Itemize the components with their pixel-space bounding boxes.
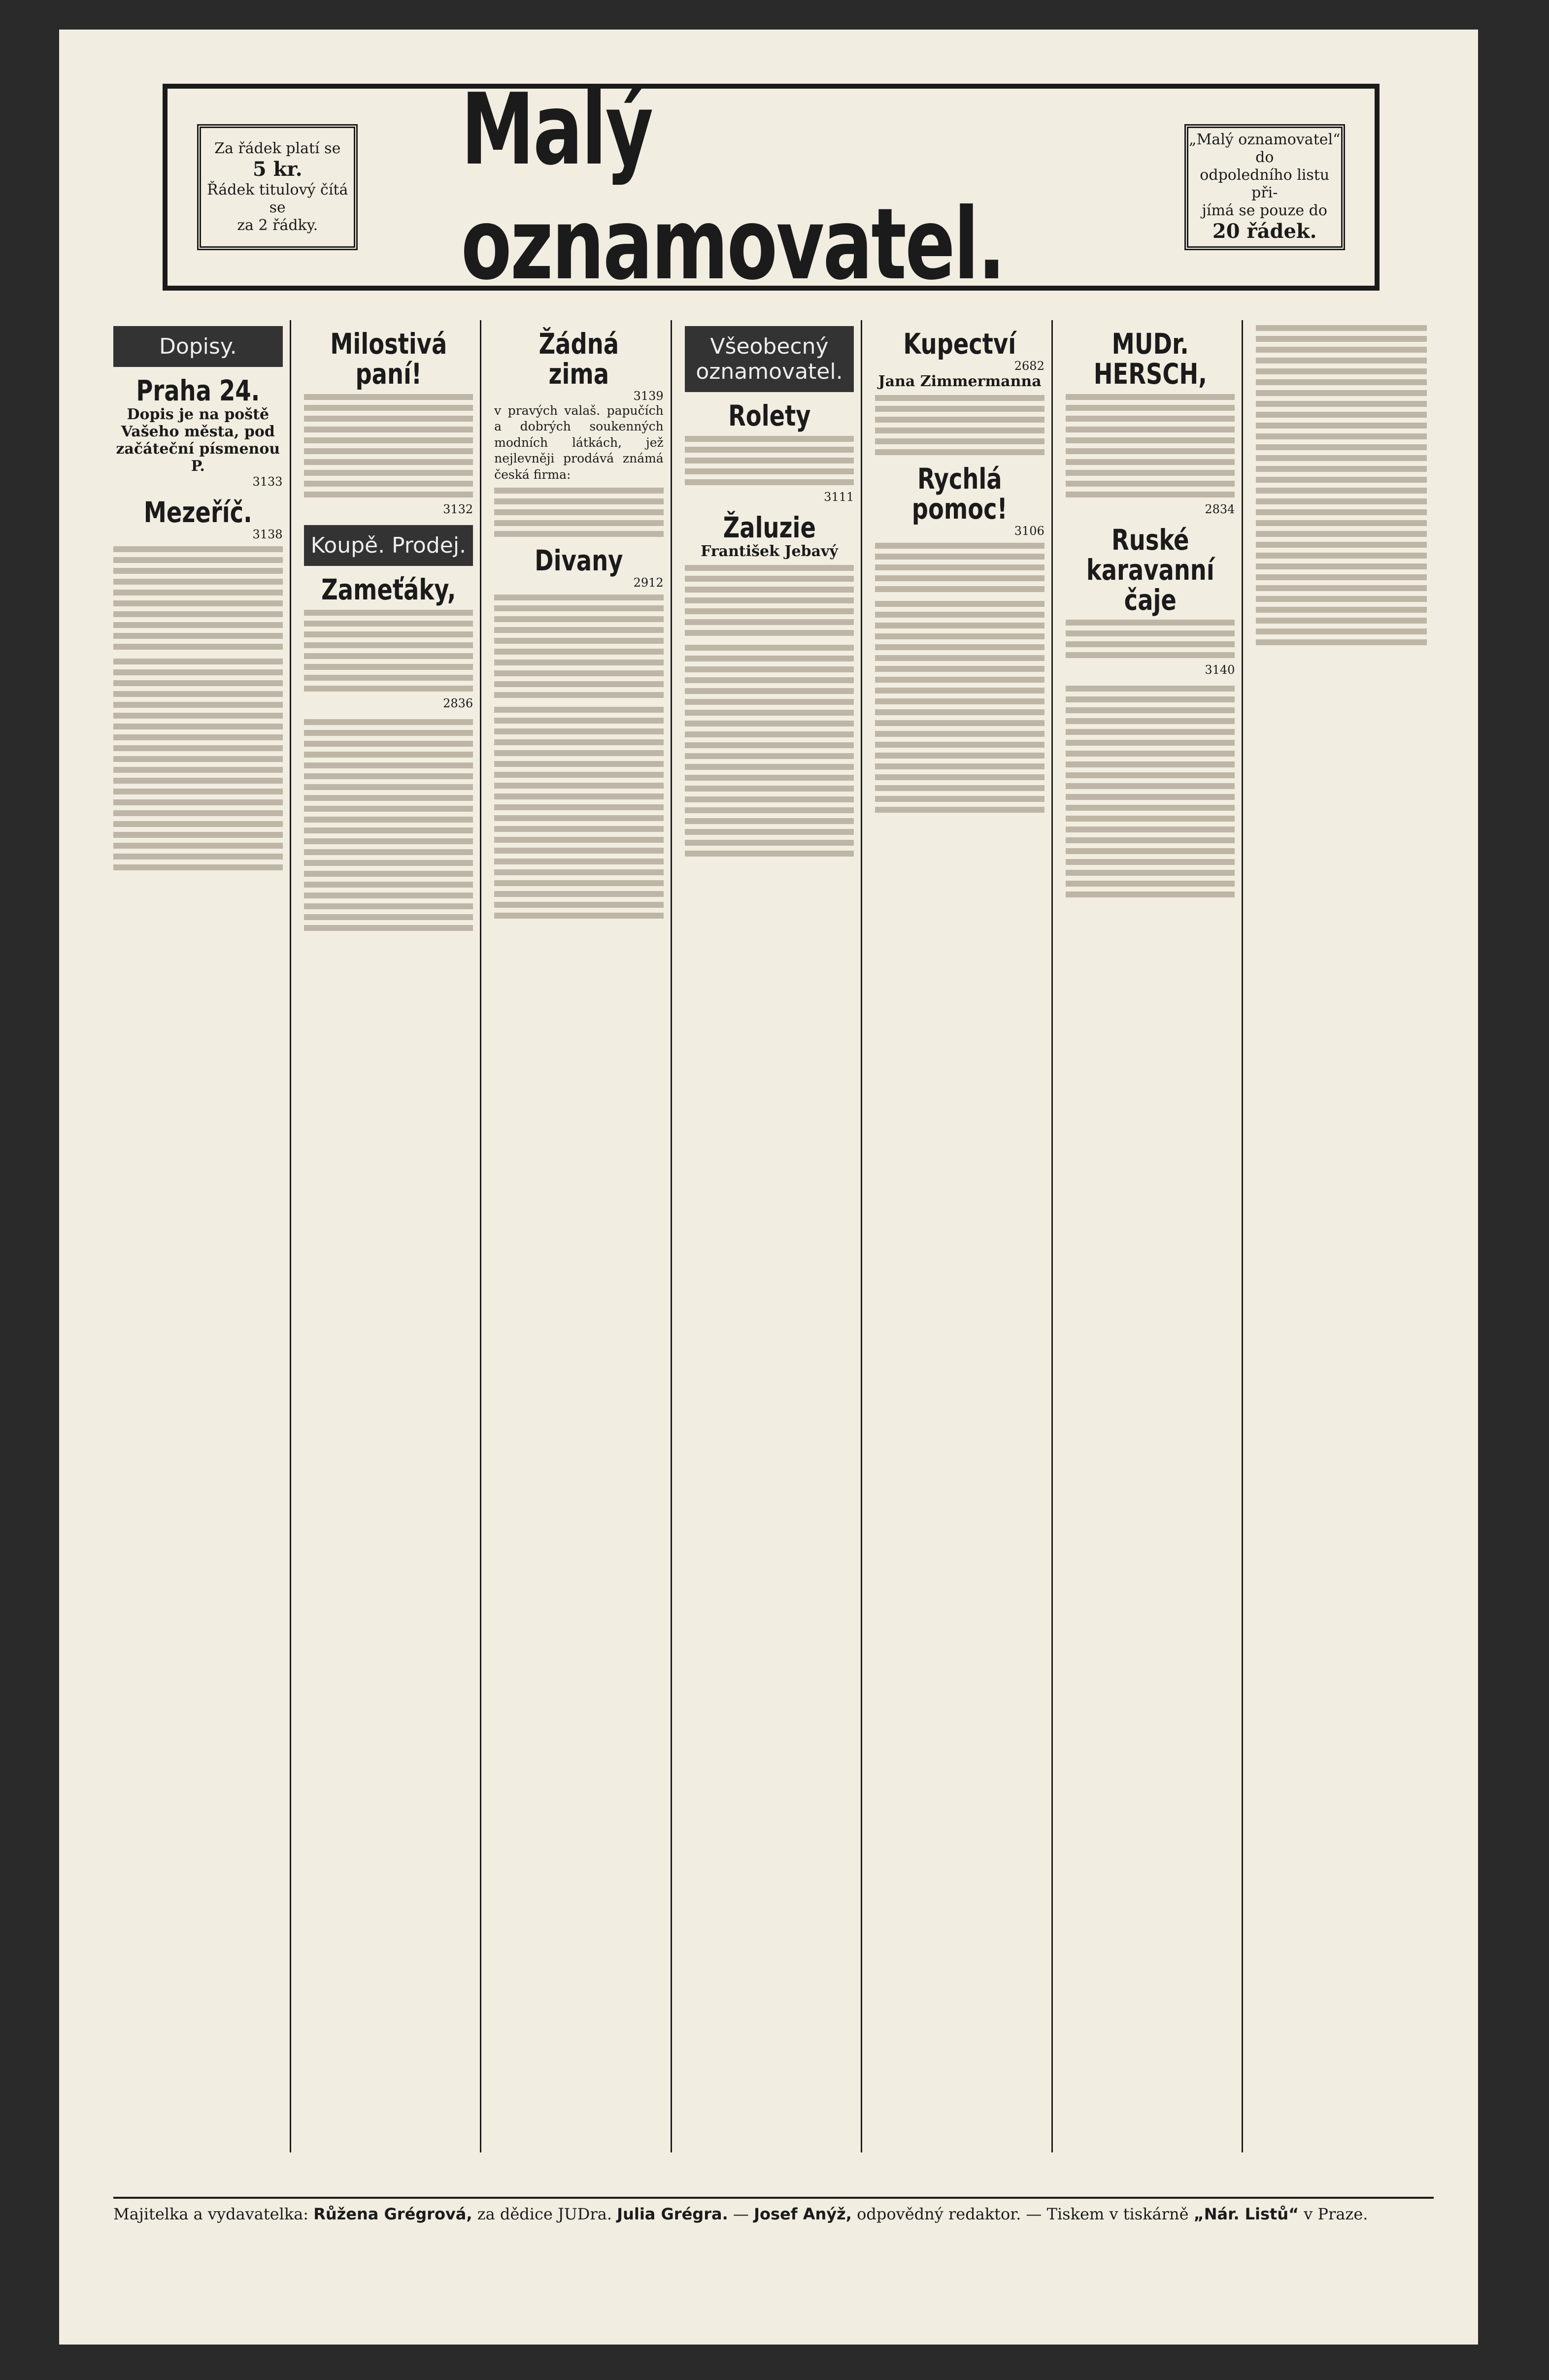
text-placeholder xyxy=(113,546,283,650)
text-placeholder xyxy=(875,601,1044,813)
imprint-text: za dědice JUDra. xyxy=(477,2205,612,2223)
ad-columns xyxy=(113,320,1434,2152)
text-placeholder xyxy=(304,719,473,931)
section-header: Všeobecný oznamovatel. xyxy=(685,326,854,392)
limit-note-line: „Malý oznamovatel“ do xyxy=(1189,131,1341,166)
imprint-text: odpovědný redaktor. — Tiskem v tiskárně xyxy=(857,2205,1189,2223)
ad-number: 3139 xyxy=(633,389,664,403)
text-placeholder xyxy=(304,394,473,497)
section-header: Koupě. Prodej. xyxy=(304,525,473,566)
ad-number: 2836 xyxy=(443,696,473,710)
ad-number: 2834 xyxy=(1205,502,1235,516)
ad-number: 3138 xyxy=(252,527,283,541)
ad-text: v pravých valaš. papučích a dobrých soukenných modních látkách, jež nejlevněji prodává známá česká firma: xyxy=(494,403,664,482)
ad-headline: Rychlá pomoc! xyxy=(912,462,1008,526)
ad-number: 3106 xyxy=(1014,524,1044,538)
column-1 xyxy=(113,320,291,2152)
classified-ad xyxy=(875,464,1044,592)
ad-text: Dopis je na poště Vašeho města, pod začáteční písmenou P. xyxy=(116,405,280,475)
ad-number: 2682 xyxy=(1014,359,1044,373)
text-placeholder xyxy=(494,595,664,698)
text-placeholder xyxy=(685,645,854,857)
ad-headline: Ruské karavanní čaje xyxy=(1086,523,1214,617)
classified-ad xyxy=(875,329,1044,455)
ad-subheading: Jana Zimmermanna xyxy=(878,372,1042,390)
column-3 xyxy=(494,320,672,2152)
ad-subheading: František Jebavý xyxy=(701,542,838,560)
publisher-name: Růžena Grégrová, xyxy=(313,2205,472,2223)
price-note-line: 5 kr. xyxy=(252,158,303,181)
editor-name: Josef Anýž, xyxy=(754,2205,852,2223)
text-placeholder xyxy=(685,436,854,485)
price-note-line: Za řádek platí se xyxy=(214,140,341,157)
column-4 xyxy=(685,320,863,2152)
classified-ad xyxy=(1066,525,1235,677)
classified-ad xyxy=(113,376,283,489)
page-title: Malý oznamovatel. xyxy=(461,72,1005,302)
classified-ad xyxy=(304,572,473,710)
imprint-line xyxy=(113,2197,1434,2223)
ad-headline: Zameťáky, xyxy=(321,572,456,606)
text-placeholder xyxy=(113,659,283,870)
limit-note-line: jímá se pouze do xyxy=(1202,202,1327,219)
section-header: Dopisy. xyxy=(113,326,283,367)
imprint-text: v Praze. xyxy=(1304,2205,1368,2223)
heir-name: Julia Grégra. xyxy=(617,2205,728,2223)
column-7 xyxy=(1256,320,1434,2152)
text-placeholder xyxy=(875,543,1044,592)
column-5 xyxy=(875,320,1053,2152)
limit-note-line: odpoledního listu při- xyxy=(1200,166,1330,201)
ad-number: 3132 xyxy=(443,502,473,516)
classified-ad xyxy=(494,546,664,698)
imprint-text: — xyxy=(733,2205,749,2223)
text-placeholder xyxy=(494,707,664,919)
text-placeholder xyxy=(1066,394,1235,497)
ad-headline: Kupectví xyxy=(903,327,1016,361)
text-placeholder xyxy=(494,488,664,537)
ad-headline: Žaluzie xyxy=(723,510,816,544)
ad-headline: Praha 24. xyxy=(136,374,260,407)
imprint-text: Majitelka a vydavatelka: xyxy=(113,2205,309,2223)
limit-note-box xyxy=(1184,124,1345,250)
text-placeholder xyxy=(304,610,473,692)
classified-ad xyxy=(113,497,283,650)
ad-headline: MUDr. HERSCH, xyxy=(1093,327,1207,391)
classified-ad xyxy=(685,510,854,636)
ad-headline: Rolety xyxy=(728,399,811,432)
newspaper-page xyxy=(59,30,1478,2345)
ad-headline: Mezeříč. xyxy=(143,495,252,529)
ad-number: 3140 xyxy=(1205,663,1235,677)
classified-ad xyxy=(685,401,854,504)
classified-ad xyxy=(494,329,664,537)
classified-ad xyxy=(1066,329,1235,516)
text-placeholder xyxy=(1066,686,1235,897)
text-placeholder xyxy=(1256,325,1427,645)
text-placeholder xyxy=(875,395,1044,455)
column-6 xyxy=(1066,320,1244,2152)
text-placeholder xyxy=(685,565,854,636)
press-name: „Nár. Listů“ xyxy=(1193,2205,1299,2223)
price-note-line: za 2 řádky. xyxy=(237,217,318,234)
ad-headline: Divany xyxy=(535,544,623,578)
price-note-line: Řádek titulový čítá se xyxy=(207,181,348,216)
text-placeholder xyxy=(1066,620,1235,658)
ad-number: 3133 xyxy=(252,474,283,489)
column-2 xyxy=(304,320,482,2152)
ad-number: 3111 xyxy=(824,490,854,504)
price-note-box xyxy=(197,124,358,250)
classified-ad xyxy=(304,329,473,516)
ad-headline: Milostivá paní! xyxy=(330,327,447,391)
ad-headline: Žádná zima xyxy=(539,327,619,391)
limit-note-line: 20 řádek. xyxy=(1212,220,1317,243)
classifieds-banner xyxy=(163,72,1380,302)
ad-number: 2912 xyxy=(633,576,664,590)
